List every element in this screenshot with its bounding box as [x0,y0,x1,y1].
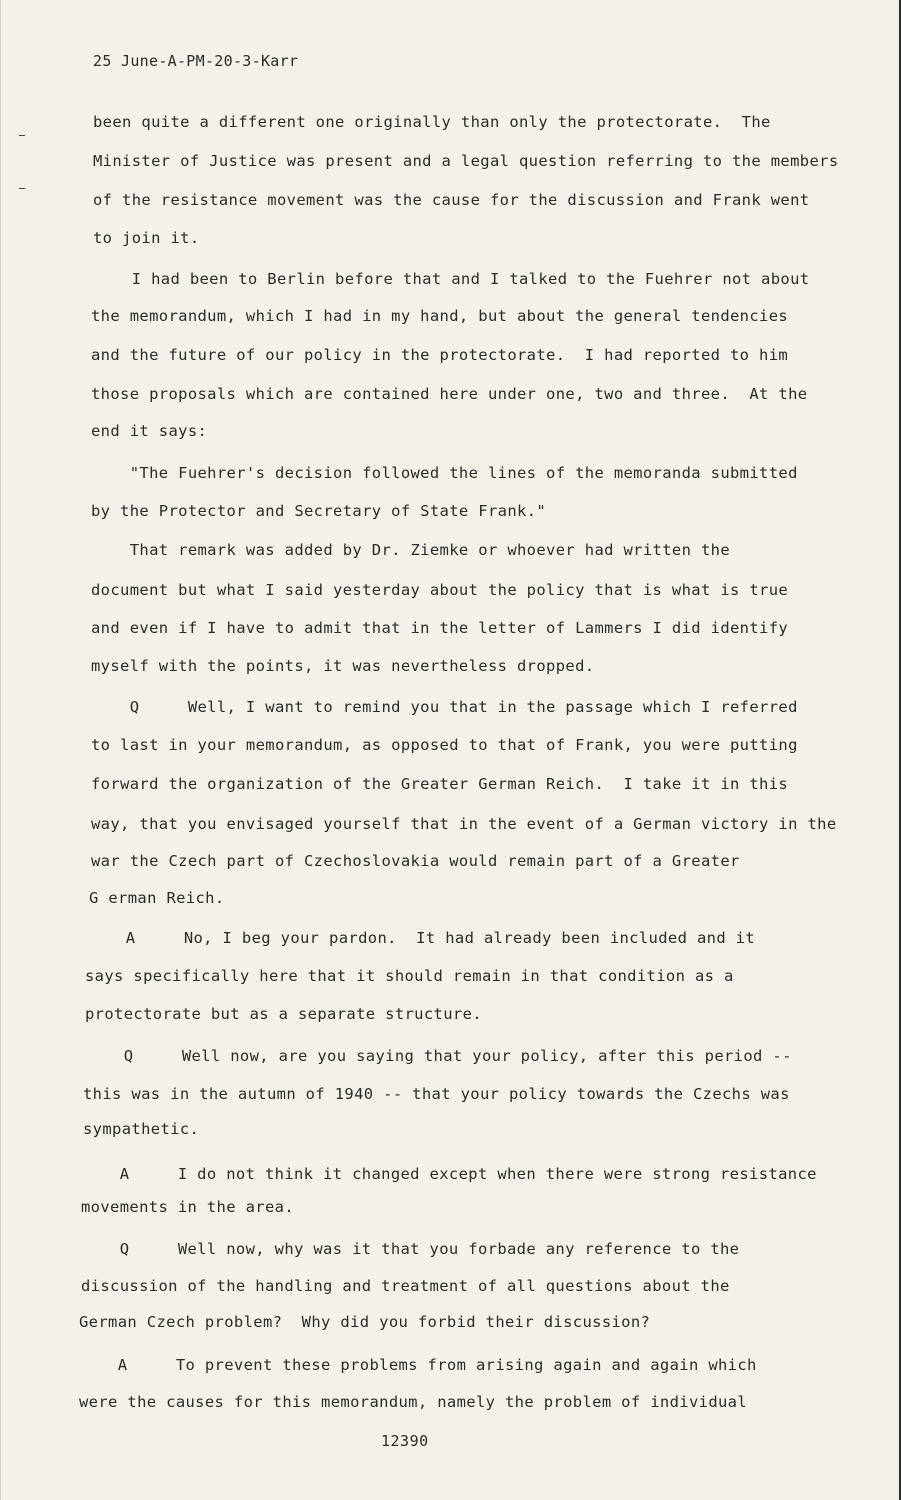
text-line: were the causes for this memorandum, namely the problem of individual [79,1393,748,1411]
text-line: the memorandum, which I had in my hand, but about the general tendencies [91,307,789,325]
text-line: to join it. [93,229,200,247]
text-line: A I do not think it changed except when there were strong resistance [81,1165,817,1183]
text-line: and the future of our policy in the protectorate. I had reported to him [91,346,789,364]
text-line: Q Well now, why was it that you forbade any reference to the [81,1240,740,1258]
text-line: and even if I have to admit that in the letter of Lammers I did identify [91,619,789,637]
text-line: by the Protector and Secretary of State Frank." [91,502,547,520]
text-line: myself with the points, it was nevertheless dropped. [91,657,595,675]
text-line: those proposals which are contained here under one, two and three. At the [91,385,808,403]
text-line: A No, I beg your pardon. It had already been included and it [87,929,756,947]
text-line: war the Czech part of Czechoslovakia would remain part of a Greater [91,852,740,870]
text-line: been quite a different one originally than only the protectorate. The [93,113,771,131]
text-line: document but what I said yesterday about the policy that is what is true [91,581,789,599]
text-line: Q Well, I want to remind you that in the passage which I referred [91,698,798,716]
text-line: German Czech problem? Why did you forbid their discussion? [79,1313,651,1331]
text-line: G erman Reich. [89,889,225,907]
text-line: discussion of the handling and treatment of all questions about the [81,1277,730,1295]
page-number: 12390 [381,1432,429,1450]
text-line: movements in the area. [81,1198,294,1216]
text-line: end it says: [91,422,208,440]
text-line: this was in the autumn of 1940 -- that your policy towards the Czechs was [83,1085,790,1103]
text-line: protectorate but as a separate structure. [85,1005,482,1023]
text-line: That remark was added by Dr. Ziemke or whoever had written the [91,541,730,559]
margin-mark [19,135,25,136]
page-header: 25 June-A-PM-20-3-Karr [93,52,299,70]
text-line: Q Well now, are you saying that your policy, after this period -- [85,1047,792,1065]
text-line: way, that you envisaged yourself that in the event of a German victory in the [91,815,837,833]
text-line: Minister of Justice was present and a legal question referring to the members [93,152,839,170]
text-line: says specifically here that it should remain in that condition as a [85,967,734,985]
text-line: sympathetic. [83,1120,200,1138]
text-line: forward the organization of the Greater German Reich. I take it in this [91,775,789,793]
text-line: "The Fuehrer's decision followed the lines of the memoranda submitted [91,464,798,482]
text-line: of the resistance movement was the cause for the discussion and Frank went [93,191,810,209]
text-line: A To prevent these problems from arising again and again which [79,1356,757,1374]
text-line: I had been to Berlin before that and I talked to the Fuehrer not about [93,270,810,288]
margin-mark [19,188,25,189]
text-line: to last in your memorandum, as opposed to that of Frank, you were putting [91,736,798,754]
